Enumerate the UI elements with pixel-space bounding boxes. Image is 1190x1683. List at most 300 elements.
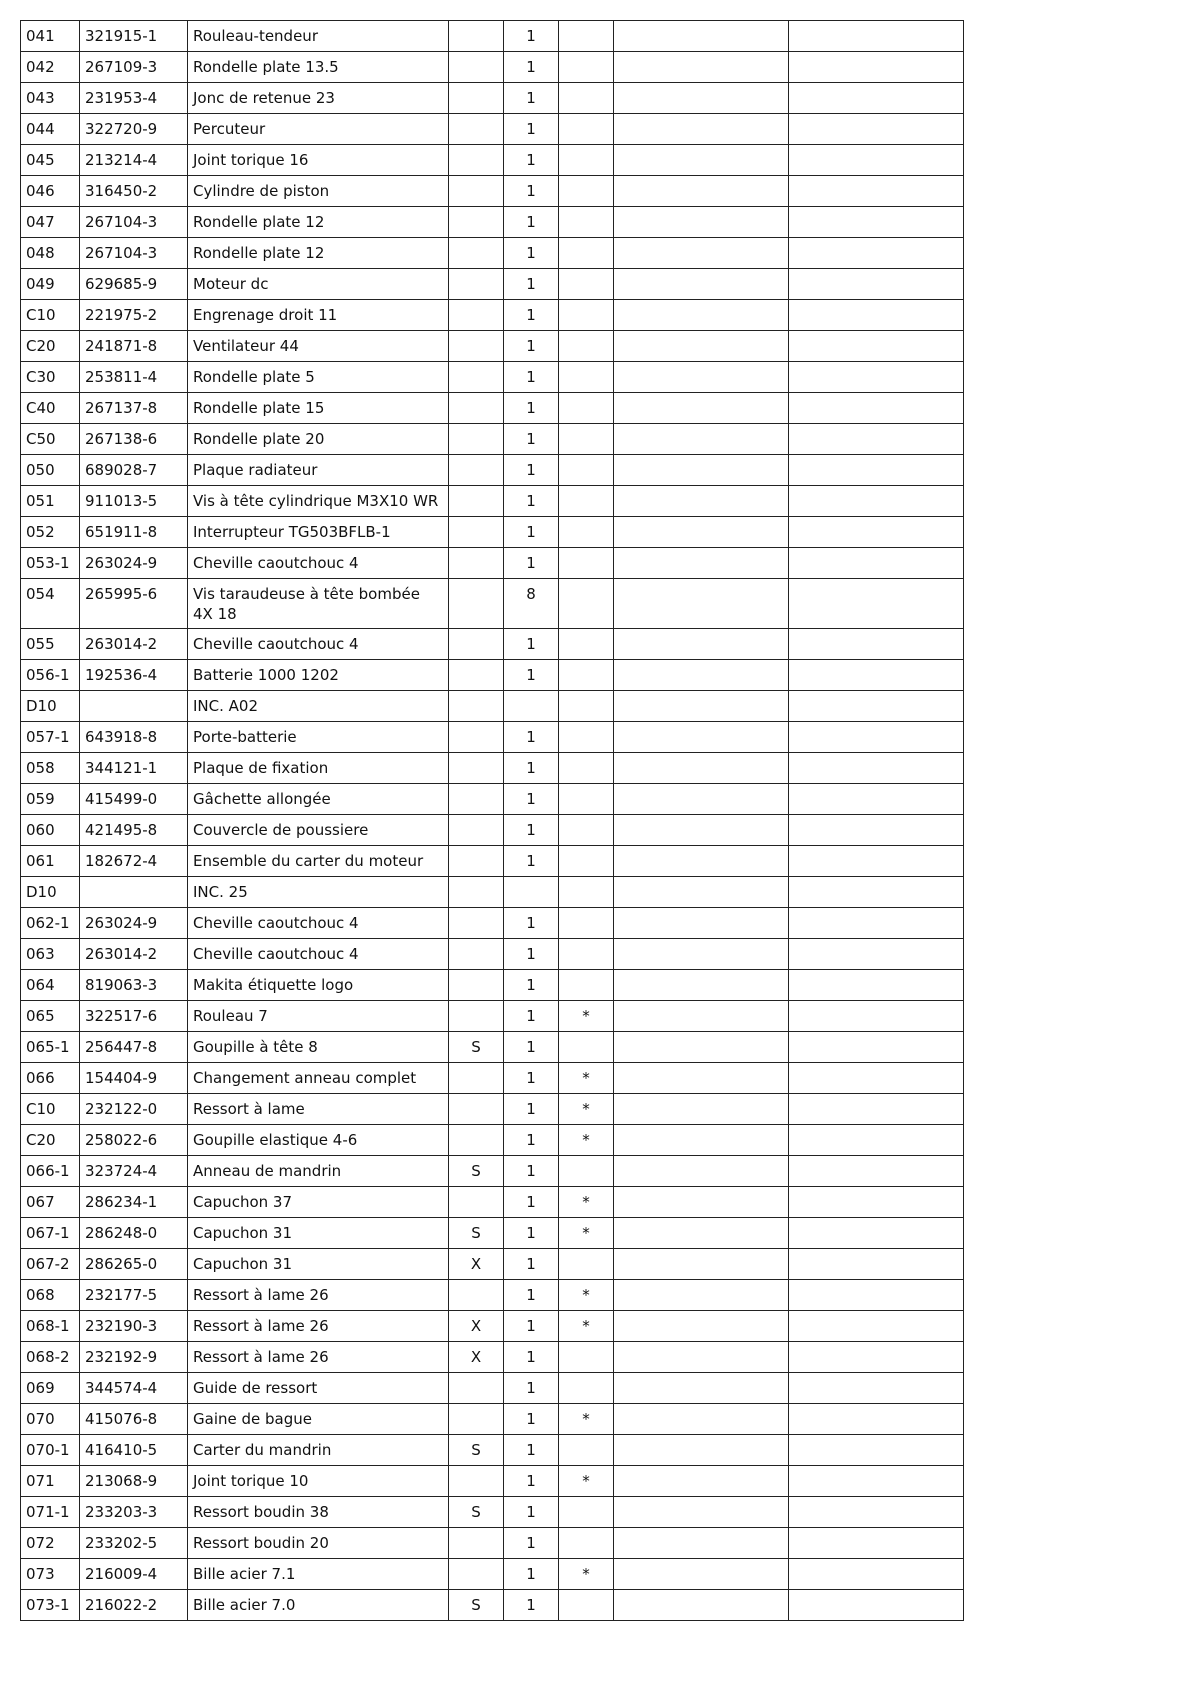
empty-cell bbox=[789, 908, 964, 939]
note-mark bbox=[559, 1528, 614, 1559]
empty-cell bbox=[614, 660, 789, 691]
variant-code bbox=[449, 1187, 504, 1218]
part-number: 232122-0 bbox=[80, 1094, 188, 1125]
quantity: 1 bbox=[504, 1497, 559, 1528]
part-number: 322720-9 bbox=[80, 114, 188, 145]
note-mark bbox=[559, 846, 614, 877]
description: Jonc de retenue 23 bbox=[188, 83, 449, 114]
variant-code bbox=[449, 331, 504, 362]
table-row bbox=[21, 1249, 964, 1280]
note-mark bbox=[559, 691, 614, 722]
variant-code: S bbox=[449, 1218, 504, 1249]
empty-cell bbox=[614, 331, 789, 362]
table-row bbox=[21, 660, 964, 691]
empty-cell bbox=[614, 1466, 789, 1497]
variant-code bbox=[449, 207, 504, 238]
item-number: 068-2 bbox=[21, 1342, 80, 1373]
note-mark bbox=[559, 424, 614, 455]
empty-cell bbox=[614, 722, 789, 753]
table-row bbox=[21, 1125, 964, 1156]
table-row bbox=[21, 548, 964, 579]
empty-cell bbox=[614, 21, 789, 52]
part-number: 182672-4 bbox=[80, 846, 188, 877]
item-number: 064 bbox=[21, 970, 80, 1001]
quantity: 1 bbox=[504, 1435, 559, 1466]
table-row bbox=[21, 145, 964, 176]
part-number: 213068-9 bbox=[80, 1466, 188, 1497]
note-mark: * bbox=[559, 1125, 614, 1156]
item-number: 051 bbox=[21, 486, 80, 517]
variant-code bbox=[449, 1094, 504, 1125]
table-row bbox=[21, 1590, 964, 1621]
empty-cell bbox=[789, 1404, 964, 1435]
empty-cell bbox=[614, 1590, 789, 1621]
quantity: 1 bbox=[504, 1280, 559, 1311]
part-number: 267104-3 bbox=[80, 207, 188, 238]
variant-code: X bbox=[449, 1342, 504, 1373]
variant-code bbox=[449, 877, 504, 908]
quantity: 1 bbox=[504, 114, 559, 145]
note-mark bbox=[559, 722, 614, 753]
quantity: 1 bbox=[504, 1528, 559, 1559]
part-number: 267137-8 bbox=[80, 393, 188, 424]
note-mark bbox=[559, 393, 614, 424]
variant-code: S bbox=[449, 1032, 504, 1063]
quantity: 1 bbox=[504, 455, 559, 486]
description: Cylindre de piston bbox=[188, 176, 449, 207]
note-mark bbox=[559, 1435, 614, 1466]
empty-cell bbox=[789, 877, 964, 908]
description: Gaine de bague bbox=[188, 1404, 449, 1435]
table-row bbox=[21, 362, 964, 393]
item-number: C10 bbox=[21, 1094, 80, 1125]
empty-cell bbox=[614, 1528, 789, 1559]
empty-cell bbox=[614, 83, 789, 114]
empty-cell bbox=[789, 393, 964, 424]
description: Ressort boudin 20 bbox=[188, 1528, 449, 1559]
empty-cell bbox=[614, 1063, 789, 1094]
empty-cell bbox=[614, 939, 789, 970]
note-mark: * bbox=[559, 1063, 614, 1094]
item-number: 052 bbox=[21, 517, 80, 548]
variant-code bbox=[449, 238, 504, 269]
empty-cell bbox=[614, 1280, 789, 1311]
item-number: 056-1 bbox=[21, 660, 80, 691]
description: Ensemble du carter du moteur bbox=[188, 846, 449, 877]
description: Ressort boudin 38 bbox=[188, 1497, 449, 1528]
part-number: 629685-9 bbox=[80, 269, 188, 300]
part-number: 415499-0 bbox=[80, 784, 188, 815]
variant-code bbox=[449, 846, 504, 877]
description: Interrupteur TG503BFLB-1 bbox=[188, 517, 449, 548]
empty-cell bbox=[614, 1249, 789, 1280]
empty-cell bbox=[789, 1218, 964, 1249]
variant-code bbox=[449, 1001, 504, 1032]
table-row bbox=[21, 1528, 964, 1559]
description: Plaque de fixation bbox=[188, 753, 449, 784]
note-mark bbox=[559, 939, 614, 970]
note-mark bbox=[559, 784, 614, 815]
item-number: 070-1 bbox=[21, 1435, 80, 1466]
description: Capuchon 31 bbox=[188, 1249, 449, 1280]
empty-cell bbox=[614, 145, 789, 176]
table-row bbox=[21, 815, 964, 846]
part-number: 323724-4 bbox=[80, 1156, 188, 1187]
empty-cell bbox=[789, 1094, 964, 1125]
quantity: 1 bbox=[504, 362, 559, 393]
item-number: D10 bbox=[21, 691, 80, 722]
quantity: 1 bbox=[504, 1032, 559, 1063]
quantity: 1 bbox=[504, 908, 559, 939]
variant-code bbox=[449, 1373, 504, 1404]
part-number: 267104-3 bbox=[80, 238, 188, 269]
note-mark bbox=[559, 52, 614, 83]
part-number: 321915-1 bbox=[80, 21, 188, 52]
note-mark bbox=[559, 660, 614, 691]
quantity: 1 bbox=[504, 1249, 559, 1280]
table-row bbox=[21, 486, 964, 517]
quantity: 1 bbox=[504, 517, 559, 548]
empty-cell bbox=[789, 1559, 964, 1590]
empty-cell bbox=[789, 1373, 964, 1404]
quantity: 1 bbox=[504, 52, 559, 83]
empty-cell bbox=[789, 722, 964, 753]
note-mark: * bbox=[559, 1001, 614, 1032]
table-row bbox=[21, 1032, 964, 1063]
description: Guide de ressort bbox=[188, 1373, 449, 1404]
item-number: C40 bbox=[21, 393, 80, 424]
description: Joint torique 10 bbox=[188, 1466, 449, 1497]
variant-code bbox=[449, 629, 504, 660]
part-number: 819063-3 bbox=[80, 970, 188, 1001]
empty-cell bbox=[614, 1032, 789, 1063]
variant-code bbox=[449, 691, 504, 722]
table-row bbox=[21, 970, 964, 1001]
part-number: 258022-6 bbox=[80, 1125, 188, 1156]
item-number: 068-1 bbox=[21, 1311, 80, 1342]
item-number: C20 bbox=[21, 331, 80, 362]
empty-cell bbox=[614, 970, 789, 1001]
item-number: 065-1 bbox=[21, 1032, 80, 1063]
empty-cell bbox=[789, 753, 964, 784]
variant-code bbox=[449, 908, 504, 939]
note-mark: * bbox=[559, 1094, 614, 1125]
variant-code bbox=[449, 939, 504, 970]
item-number: 068 bbox=[21, 1280, 80, 1311]
item-number: 067-2 bbox=[21, 1249, 80, 1280]
empty-cell bbox=[789, 517, 964, 548]
note-mark: * bbox=[559, 1218, 614, 1249]
note-mark bbox=[559, 1249, 614, 1280]
note-mark bbox=[559, 517, 614, 548]
variant-code: S bbox=[449, 1497, 504, 1528]
empty-cell bbox=[789, 784, 964, 815]
quantity: 1 bbox=[504, 629, 559, 660]
empty-cell bbox=[614, 815, 789, 846]
part-number: 689028-7 bbox=[80, 455, 188, 486]
part-number: 263024-9 bbox=[80, 908, 188, 939]
description: Ressort à lame 26 bbox=[188, 1311, 449, 1342]
variant-code bbox=[449, 784, 504, 815]
description: Cheville caoutchouc 4 bbox=[188, 908, 449, 939]
item-number: 041 bbox=[21, 21, 80, 52]
table-row bbox=[21, 300, 964, 331]
empty-cell bbox=[614, 52, 789, 83]
table-row bbox=[21, 1187, 964, 1218]
part-number: 192536-4 bbox=[80, 660, 188, 691]
quantity: 1 bbox=[504, 145, 559, 176]
variant-code bbox=[449, 1528, 504, 1559]
table-row bbox=[21, 908, 964, 939]
item-number: C10 bbox=[21, 300, 80, 331]
description: Plaque radiateur bbox=[188, 455, 449, 486]
empty-cell bbox=[789, 176, 964, 207]
empty-cell bbox=[789, 1156, 964, 1187]
empty-cell bbox=[614, 1342, 789, 1373]
part-number: 241871-8 bbox=[80, 331, 188, 362]
empty-cell bbox=[789, 629, 964, 660]
quantity: 1 bbox=[504, 1373, 559, 1404]
part-number: 265995-6 bbox=[80, 579, 188, 629]
quantity: 1 bbox=[504, 970, 559, 1001]
description: Vis à tête cylindrique M3X10 WR bbox=[188, 486, 449, 517]
item-number: 042 bbox=[21, 52, 80, 83]
description: Makita étiquette logo bbox=[188, 970, 449, 1001]
note-mark: * bbox=[559, 1280, 614, 1311]
description: Rondelle plate 5 bbox=[188, 362, 449, 393]
description: Goupille elastique 4-6 bbox=[188, 1125, 449, 1156]
table-row bbox=[21, 1311, 964, 1342]
variant-code bbox=[449, 1559, 504, 1590]
empty-cell bbox=[789, 1311, 964, 1342]
table-row bbox=[21, 846, 964, 877]
empty-cell bbox=[789, 1342, 964, 1373]
quantity: 1 bbox=[504, 815, 559, 846]
item-number: 057-1 bbox=[21, 722, 80, 753]
part-number bbox=[80, 877, 188, 908]
part-number: 233202-5 bbox=[80, 1528, 188, 1559]
variant-code: X bbox=[449, 1311, 504, 1342]
variant-code bbox=[449, 517, 504, 548]
part-number: 643918-8 bbox=[80, 722, 188, 753]
part-number: 267138-6 bbox=[80, 424, 188, 455]
note-mark bbox=[559, 548, 614, 579]
table-row bbox=[21, 722, 964, 753]
part-number: 213214-4 bbox=[80, 145, 188, 176]
quantity: 1 bbox=[504, 1590, 559, 1621]
part-number: 322517-6 bbox=[80, 1001, 188, 1032]
part-number: 232177-5 bbox=[80, 1280, 188, 1311]
quantity: 1 bbox=[504, 722, 559, 753]
note-mark bbox=[559, 815, 614, 846]
quantity: 1 bbox=[504, 176, 559, 207]
table-row bbox=[21, 784, 964, 815]
empty-cell bbox=[614, 269, 789, 300]
note-mark bbox=[559, 300, 614, 331]
empty-cell bbox=[614, 1094, 789, 1125]
empty-cell bbox=[789, 1063, 964, 1094]
description: Porte-batterie bbox=[188, 722, 449, 753]
table-row bbox=[21, 1001, 964, 1032]
table-row bbox=[21, 1063, 964, 1094]
empty-cell bbox=[789, 846, 964, 877]
item-number: 062-1 bbox=[21, 908, 80, 939]
table-row bbox=[21, 52, 964, 83]
empty-cell bbox=[789, 1280, 964, 1311]
item-number: 066-1 bbox=[21, 1156, 80, 1187]
table-row bbox=[21, 1497, 964, 1528]
description: Batterie 1000 1202 bbox=[188, 660, 449, 691]
description: Anneau de mandrin bbox=[188, 1156, 449, 1187]
empty-cell bbox=[789, 21, 964, 52]
empty-cell bbox=[789, 300, 964, 331]
empty-cell bbox=[614, 300, 789, 331]
variant-code bbox=[449, 176, 504, 207]
empty-cell bbox=[789, 486, 964, 517]
quantity: 1 bbox=[504, 1311, 559, 1342]
part-number: 233203-3 bbox=[80, 1497, 188, 1528]
quantity: 1 bbox=[504, 486, 559, 517]
empty-cell bbox=[789, 660, 964, 691]
empty-cell bbox=[789, 1187, 964, 1218]
table-row bbox=[21, 176, 964, 207]
table-row bbox=[21, 877, 964, 908]
item-number: 070 bbox=[21, 1404, 80, 1435]
quantity bbox=[504, 691, 559, 722]
empty-cell bbox=[789, 1590, 964, 1621]
description: Changement anneau complet bbox=[188, 1063, 449, 1094]
part-number: 253811-4 bbox=[80, 362, 188, 393]
empty-cell bbox=[614, 753, 789, 784]
variant-code bbox=[449, 753, 504, 784]
note-mark: * bbox=[559, 1311, 614, 1342]
note-mark bbox=[559, 238, 614, 269]
part-number: 344121-1 bbox=[80, 753, 188, 784]
description: Rondelle plate 13.5 bbox=[188, 52, 449, 83]
note-mark bbox=[559, 269, 614, 300]
table-row bbox=[21, 207, 964, 238]
variant-code bbox=[449, 455, 504, 486]
empty-cell bbox=[614, 362, 789, 393]
item-number: C20 bbox=[21, 1125, 80, 1156]
description: INC. A02 bbox=[188, 691, 449, 722]
item-number: 073 bbox=[21, 1559, 80, 1590]
note-mark bbox=[559, 877, 614, 908]
quantity: 1 bbox=[504, 300, 559, 331]
quantity: 1 bbox=[504, 1559, 559, 1590]
quantity: 1 bbox=[504, 1063, 559, 1094]
variant-code: S bbox=[449, 1590, 504, 1621]
empty-cell bbox=[614, 1001, 789, 1032]
table-row bbox=[21, 269, 964, 300]
empty-cell bbox=[789, 970, 964, 1001]
variant-code bbox=[449, 52, 504, 83]
table-row bbox=[21, 753, 964, 784]
note-mark bbox=[559, 1497, 614, 1528]
quantity: 1 bbox=[504, 939, 559, 970]
description: Cheville caoutchouc 4 bbox=[188, 629, 449, 660]
item-number: 046 bbox=[21, 176, 80, 207]
empty-cell bbox=[789, 52, 964, 83]
quantity: 8 bbox=[504, 579, 559, 629]
empty-cell bbox=[789, 331, 964, 362]
empty-cell bbox=[789, 362, 964, 393]
item-number: 069 bbox=[21, 1373, 80, 1404]
note-mark bbox=[559, 114, 614, 145]
variant-code bbox=[449, 548, 504, 579]
part-number: 421495-8 bbox=[80, 815, 188, 846]
item-number: D10 bbox=[21, 877, 80, 908]
note-mark: * bbox=[559, 1466, 614, 1497]
part-number: 286248-0 bbox=[80, 1218, 188, 1249]
empty-cell bbox=[789, 691, 964, 722]
empty-cell bbox=[614, 629, 789, 660]
description: Goupille à tête 8 bbox=[188, 1032, 449, 1063]
item-number: 063 bbox=[21, 939, 80, 970]
part-number: 216022-2 bbox=[80, 1590, 188, 1621]
empty-cell bbox=[614, 424, 789, 455]
variant-code bbox=[449, 424, 504, 455]
variant-code bbox=[449, 579, 504, 629]
part-number: 221975-2 bbox=[80, 300, 188, 331]
description: Vis taraudeuse à tête bombée 4X 18 bbox=[188, 579, 449, 629]
quantity: 1 bbox=[504, 83, 559, 114]
table-row bbox=[21, 424, 964, 455]
description: Capuchon 31 bbox=[188, 1218, 449, 1249]
note-mark bbox=[559, 1342, 614, 1373]
quantity: 1 bbox=[504, 660, 559, 691]
part-number: 286234-1 bbox=[80, 1187, 188, 1218]
empty-cell bbox=[789, 1032, 964, 1063]
item-number: 043 bbox=[21, 83, 80, 114]
empty-cell bbox=[614, 1497, 789, 1528]
item-number: 065 bbox=[21, 1001, 80, 1032]
variant-code bbox=[449, 722, 504, 753]
variant-code bbox=[449, 1125, 504, 1156]
item-number: 048 bbox=[21, 238, 80, 269]
item-number: 073-1 bbox=[21, 1590, 80, 1621]
table-row bbox=[21, 1373, 964, 1404]
empty-cell bbox=[789, 207, 964, 238]
part-number: 267109-3 bbox=[80, 52, 188, 83]
quantity: 1 bbox=[504, 424, 559, 455]
variant-code bbox=[449, 145, 504, 176]
empty-cell bbox=[789, 1001, 964, 1032]
description: Rouleau 7 bbox=[188, 1001, 449, 1032]
description: Cheville caoutchouc 4 bbox=[188, 939, 449, 970]
quantity: 1 bbox=[504, 331, 559, 362]
table-row bbox=[21, 1404, 964, 1435]
note-mark: * bbox=[559, 1404, 614, 1435]
empty-cell bbox=[614, 1187, 789, 1218]
description: Rondelle plate 15 bbox=[188, 393, 449, 424]
quantity: 1 bbox=[504, 207, 559, 238]
quantity: 1 bbox=[504, 1001, 559, 1032]
description: Ressort à lame bbox=[188, 1094, 449, 1125]
note-mark bbox=[559, 1590, 614, 1621]
note-mark: * bbox=[559, 1187, 614, 1218]
empty-cell bbox=[614, 908, 789, 939]
part-number: 911013-5 bbox=[80, 486, 188, 517]
note-mark: * bbox=[559, 1559, 614, 1590]
parts-table-body bbox=[21, 20, 964, 1621]
table-row bbox=[21, 1559, 964, 1590]
table-row bbox=[21, 629, 964, 660]
description: INC. 25 bbox=[188, 877, 449, 908]
part-number: 231953-4 bbox=[80, 83, 188, 114]
quantity: 1 bbox=[504, 1187, 559, 1218]
note-mark bbox=[559, 455, 614, 486]
